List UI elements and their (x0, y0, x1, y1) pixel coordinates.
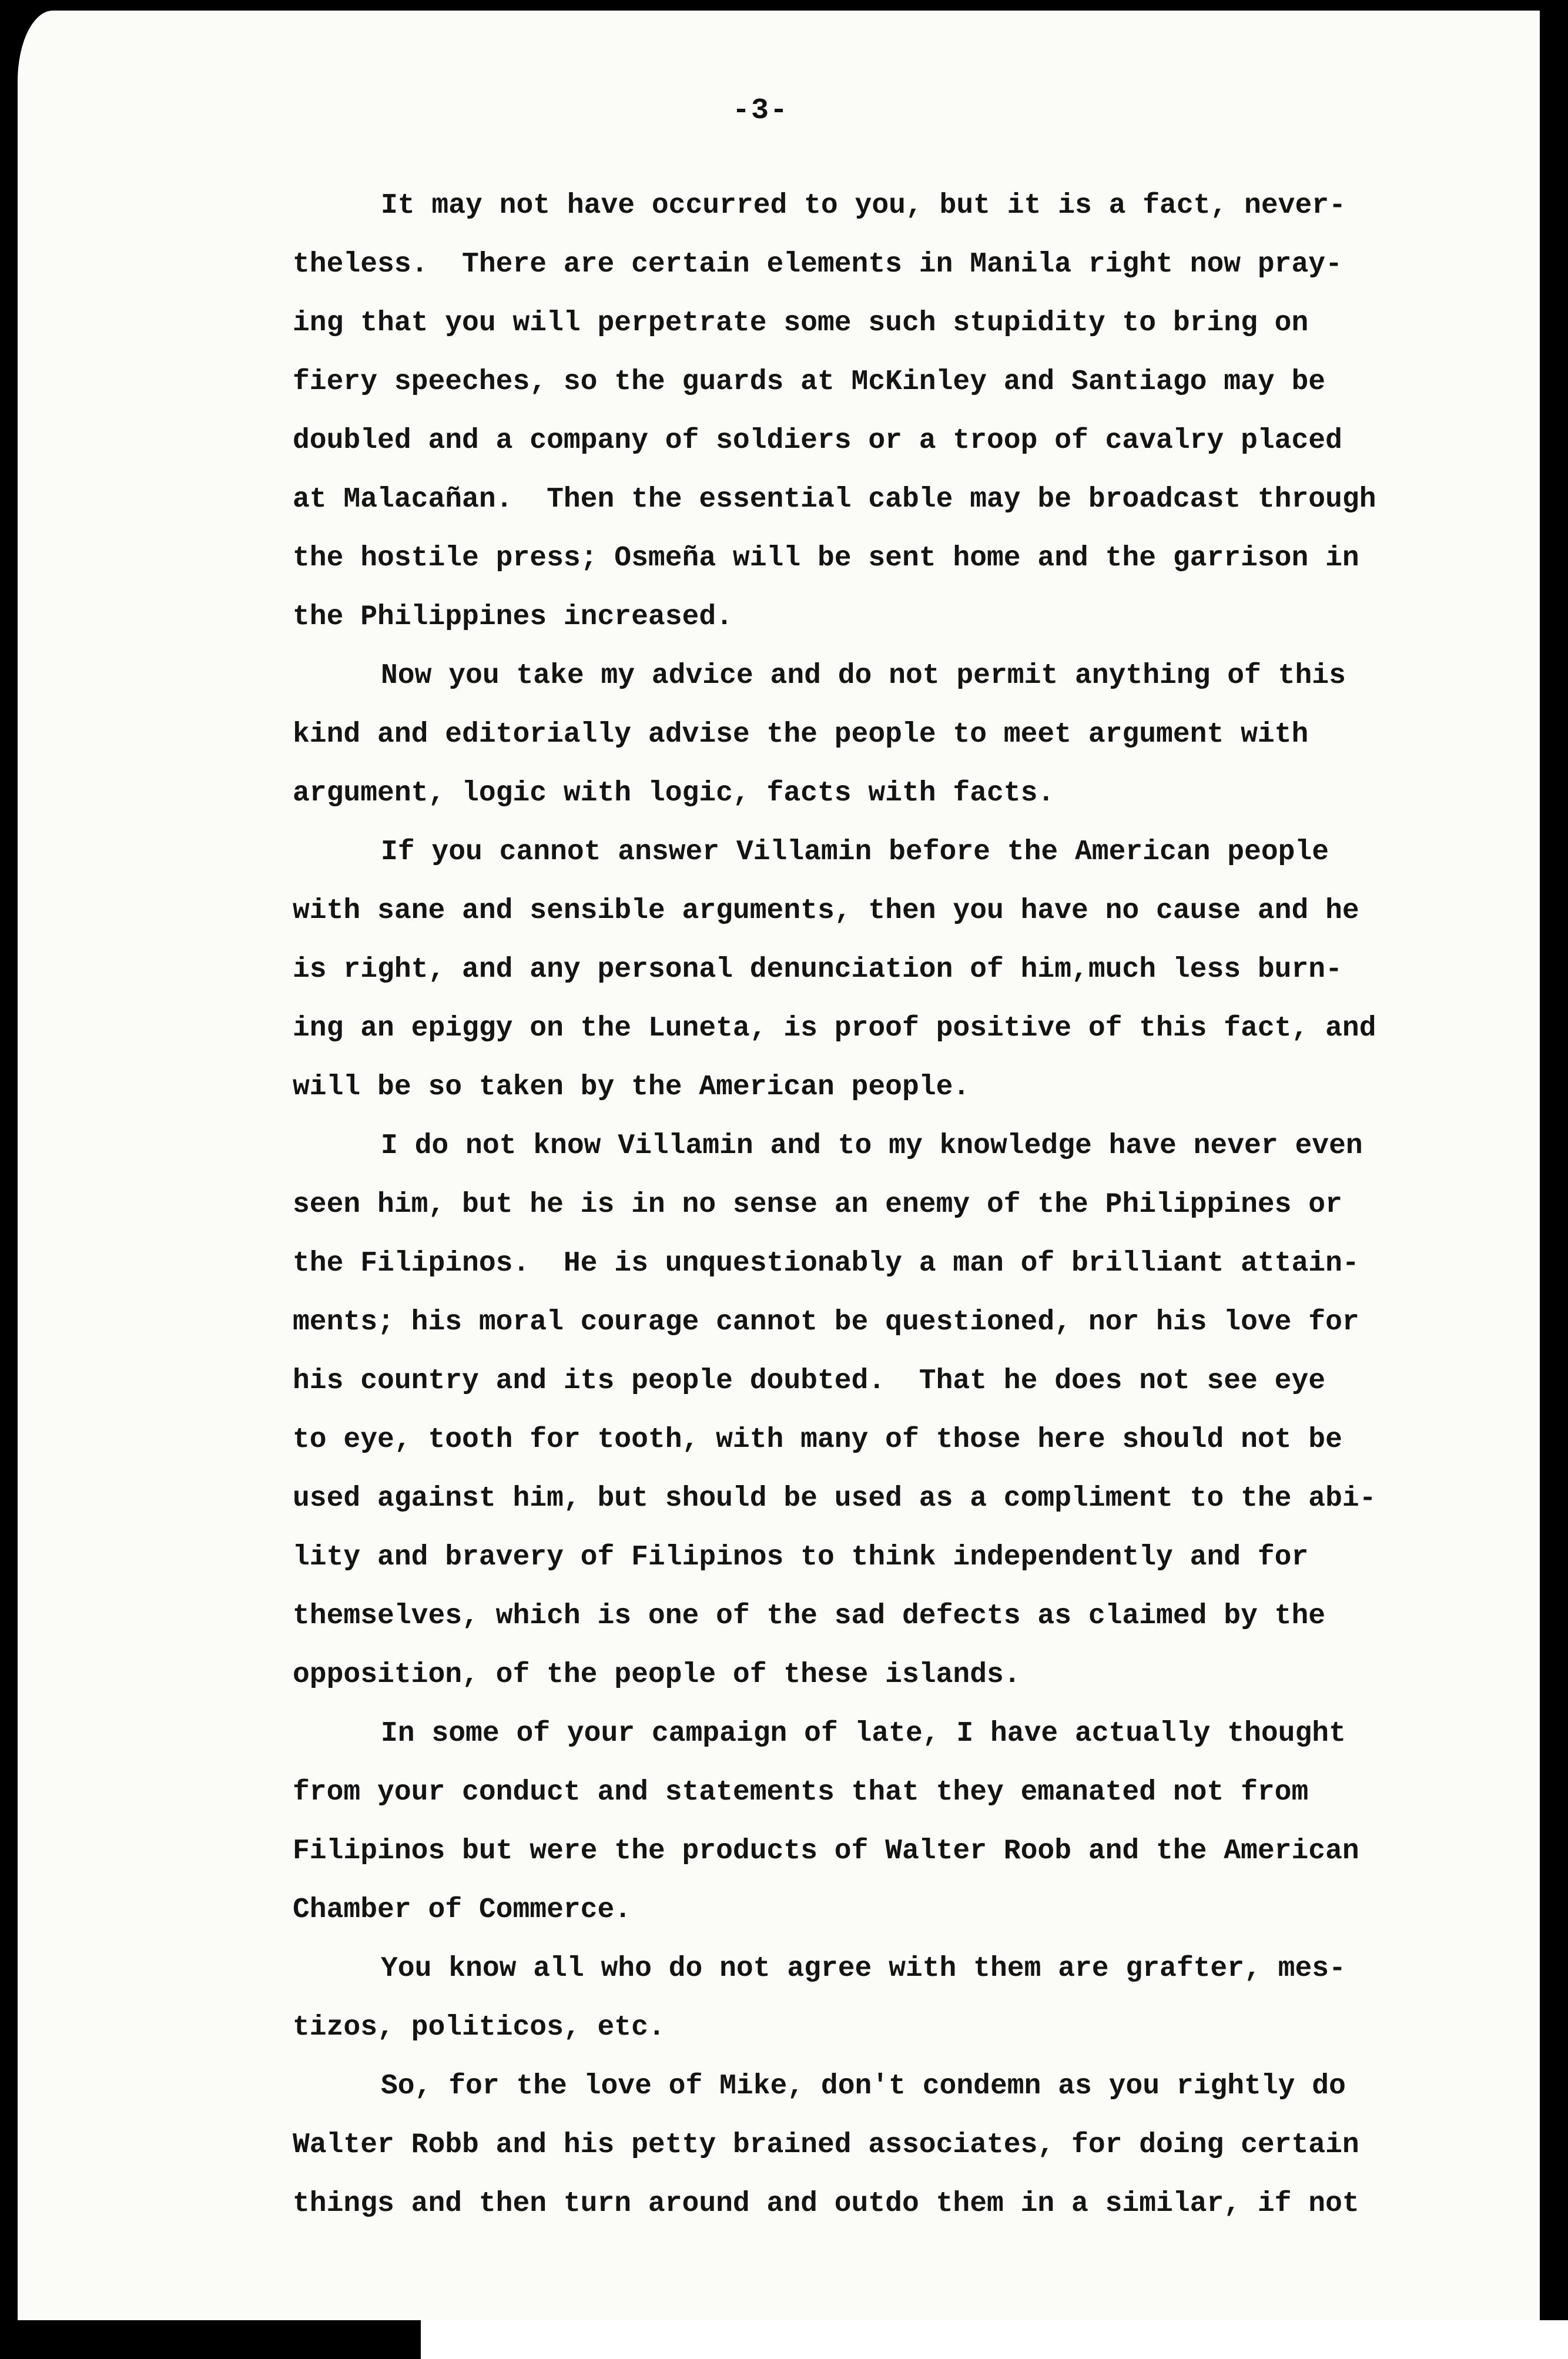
text-line: So, for the love of Mike, don't condemn as you rightly do (381, 2070, 1346, 2102)
text-line: doubled and a company of soldiers or a troop of cavalry placed (293, 425, 1342, 457)
text-line: at Malacañan. Then the essential cable may be broadcast through (293, 484, 1376, 515)
text-line: seen him, but he is in no sense an enemy of the Philippines or (293, 1189, 1342, 1221)
text-line: to eye, tooth for tooth, with many of those here should not be (293, 1424, 1342, 1456)
text-line: lity and bravery of Filipinos to think independently and for (293, 1542, 1309, 1573)
text-line: fiery speeches, so the guards at McKinley and Santiago may be (293, 366, 1326, 398)
text-line: opposition, of the people of these islands. (293, 1659, 1021, 1691)
text-line: tizos, politicos, etc. (293, 2012, 665, 2043)
text-line: You know all who do not agree with them are grafter, mes- (381, 1953, 1346, 1985)
page-number: -3- (732, 94, 789, 128)
text-line: his country and its people doubted. That he does not see eye (293, 1365, 1326, 1397)
text-line: with sane and sensible arguments, then you have no cause and he (293, 895, 1359, 927)
text-line: Chamber of Commerce. (293, 1894, 632, 1926)
text-line: the Philippines increased. (293, 601, 733, 633)
text-line: from your conduct and statements that they emanated not from (293, 1777, 1309, 1808)
text-line: It may not have occurred to you, but it is a fact, never- (381, 190, 1346, 222)
text-line: themselves, which is one of the sad defects as claimed by the (293, 1600, 1326, 1632)
text-line: I do not know Villamin and to my knowledge have never even (381, 1130, 1363, 1162)
text-line: argument, logic with logic, facts with facts. (293, 778, 1055, 809)
text-line: If you cannot answer Villamin before the American people (381, 836, 1329, 868)
text-line: the hostile press; Osmeña will be sent home and the garrison in (293, 542, 1359, 574)
text-line: Filipinos but were the products of Walter Roob and the American (293, 1835, 1359, 1867)
bottom-margin-strip (421, 2320, 1568, 2359)
text-line: the Filipinos. He is unquestionably a man of brilliant attain- (293, 1248, 1359, 1279)
text-line: used against him, but should be used as a compliment to the abi- (293, 1483, 1376, 1514)
scan-edge (1540, 0, 1568, 2359)
text-line: Walter Robb and his petty brained associates, for doing certain (293, 2129, 1359, 2161)
text-line: will be so taken by the American people. (293, 1071, 970, 1103)
text-line: ing an epiggy on the Luneta, is proof positive of this fact, and (293, 1013, 1376, 1044)
letter-body (293, 176, 1468, 2233)
text-line: Now you take my advice and do not permit anything of this (381, 660, 1346, 692)
text-line: things and then turn around and outdo them in a similar, if not (293, 2188, 1359, 2220)
text-line: ments; his moral courage cannot be questioned, nor his love for (293, 1306, 1359, 1338)
text-line: In some of your campaign of late, I have actually thought (381, 1718, 1346, 1750)
text-line: kind and editorially advise the people to meet argument with (293, 719, 1309, 750)
text-line: is right, and any personal denunciation of him,much less burn- (293, 954, 1342, 986)
text-line: theless. There are certain elements in Manila right now pray- (293, 249, 1342, 280)
text-line: ing that you will perpetrate some such stupidity to bring on (293, 307, 1309, 339)
